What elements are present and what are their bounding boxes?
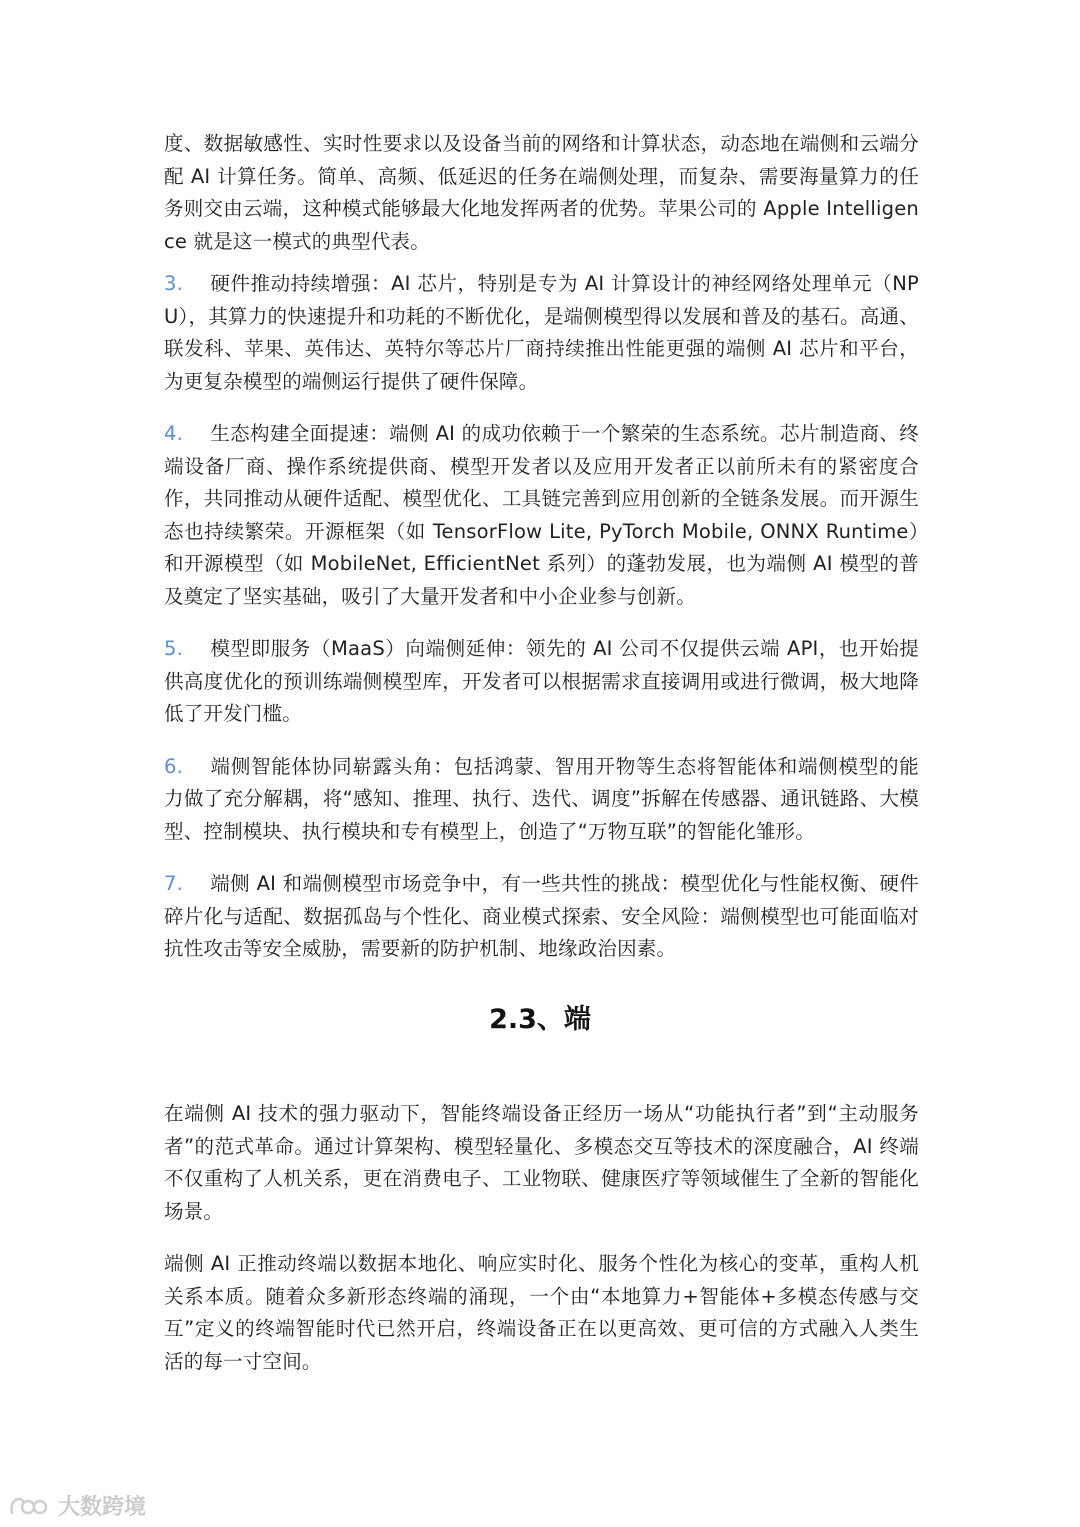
list-number: 7. — [164, 872, 184, 895]
watermark-logo-icon — [8, 1493, 52, 1519]
list-item-text: 端侧 AI 和端侧模型市场竞争中，有一些共性的挑战：模型优化与性能权衡、硬件碎片化与适配、数据孤岛与个性化、商业模式探索、安全风险：端侧模型也可能面临对抗性攻击等安全威胁，需要新的防护机制、地缘政治因素。 — [164, 872, 919, 960]
watermark — [8, 1490, 146, 1521]
intro-block — [164, 128, 919, 258]
list-item-text: 硬件推动持续增强：AI 芯片，特别是专为 AI 计算设计的神经网络处理单元（NPU），其算力的快速提升和功耗的不断优化，是端侧模型得以发展和普及的基石。高通、联发科、苹果、英伟达、英特尔等芯片厂商持续推出性能更强的端侧 AI 芯片和平台，为更复杂模型的端侧运行提供了硬件保障。 — [164, 272, 919, 393]
list-item-text: 生态构建全面提速：端侧 AI 的成功依赖于一个繁荣的生态系统。芯片制造商、终端设备厂商、操作系统提供商、模型开发者以及应用开发者正以前所未有的紧密度合作，共同推动从硬件适配、模型优化、工具链完善到应用创新的全链条发展。而开源生态也持续繁荣。开源框架（如 TensorFlow Lite, PyTorch Mobile, ONNX Runtime）和开源模型（如 MobileNet, EfficientNet 系列）的蓬勃发展，也为端侧 AI 模型的普及奠定了坚实基础，吸引了大量开发者和中小企业参与创新。 — [164, 422, 919, 608]
list-item — [164, 633, 919, 731]
list-number: 4. — [164, 422, 184, 445]
numbered-list — [164, 268, 919, 986]
list-item — [164, 868, 919, 966]
list-item — [164, 418, 919, 613]
list-item-text: 端侧智能体协同崭露头角：包括鸿蒙、智用开物等生态将智能体和端侧模型的能力做了充分解耦，将“感知、推理、执行、迭代、调度”拆解在传感器、通讯链路、大模型、控制模块、执行模块和专有模型上，创造了“万物互联”的智能化雏形。 — [164, 754, 919, 843]
section-body — [164, 1098, 919, 1398]
section-paragraph: 端侧 AI 正推动终端以数据本地化、响应实时化、服务个性化为核心的变革，重构人机关系本质。随着众多新形态终端的涌现，一个由“本地算力+智能体+多模态传感与交互”定义的终端智能时代已然开启，终端设备正在以更高效、更可信的方式融入人类生活的每一寸空间。 — [164, 1252, 919, 1373]
list-item-text: 模型即服务（MaaS）向端侧延伸：领先的 AI 公司不仅提供云端 API，也开始提供高度优化的预训练端侧模型库，开发者可以根据需求直接调用或进行微调，极大地降低了开发门槛。 — [164, 637, 919, 725]
section-heading: 2.3、端 — [489, 1004, 591, 1035]
intro-paragraph: 度、数据敏感性、实时性要求以及设备当前的网络和计算状态，动态地在端侧和云端分配 AI 计算任务。简单、高频、低延迟的任务在端侧处理，而复杂、需要海量算力的任务则交由云端，这种模式能够最大化地发挥两者的优势。苹果公司的 Apple Intelligence 就是这一模式的典型代表。 — [164, 132, 919, 253]
list-number: 5. — [164, 637, 184, 660]
watermark-text: 大数跨境 — [58, 1495, 147, 1520]
list-item — [164, 751, 919, 849]
list-item — [164, 268, 919, 398]
list-number: 3. — [164, 272, 184, 295]
section-paragraph: 在端侧 AI 技术的强力驱动下，智能终端设备正经历一场从“功能执行者”到“主动服务者”的范式革命。通过计算架构、模型轻量化、多模态交互等技术的深度融合，AI 终端不仅重构了人机关系，更在消费电子、工业物联、健康医疗等领域催生了全新的智能化场景。 — [164, 1102, 919, 1223]
list-number: 6. — [164, 754, 184, 778]
